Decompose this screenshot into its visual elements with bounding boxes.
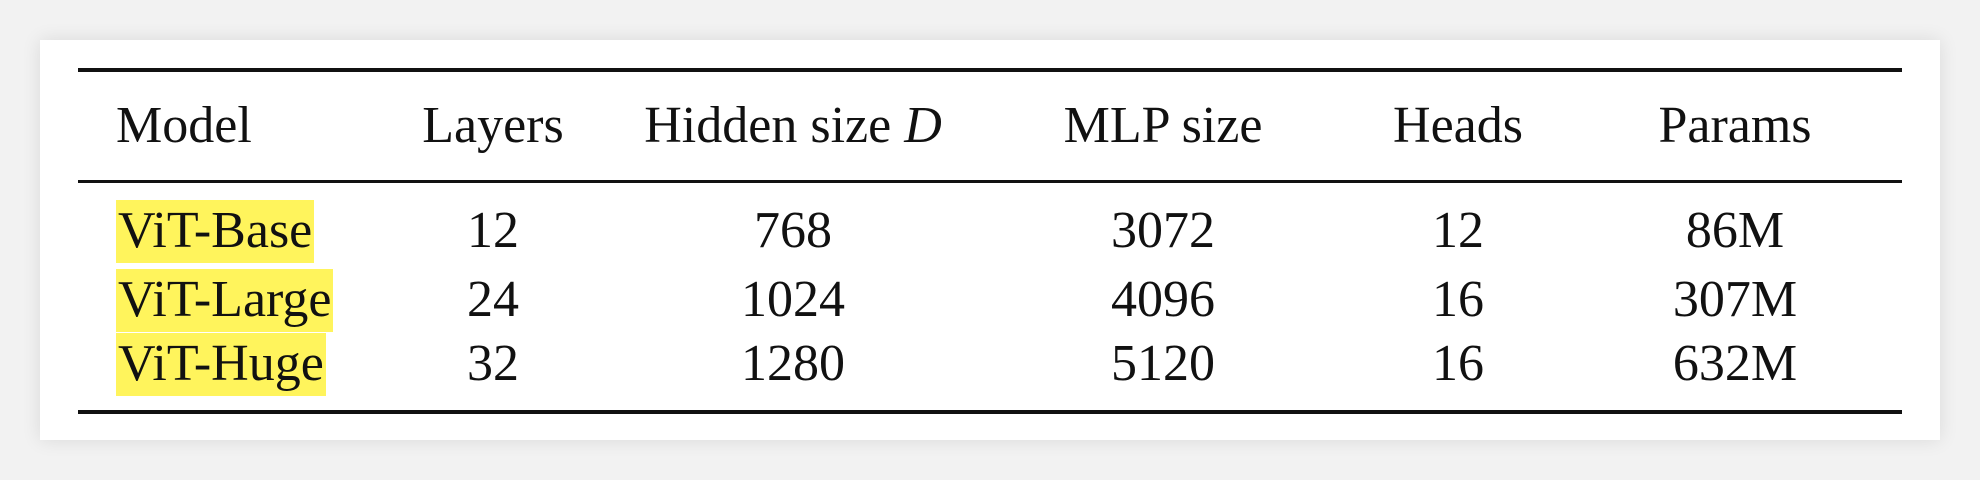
header-heads: Heads [1348,70,1568,182]
header-hidden-size-label: Hidden size [644,97,892,154]
header-model: Model [78,70,378,182]
cell-heads: 12 [1432,202,1484,259]
model-name-highlight: ViT-Huge [116,333,326,396]
table-body [78,182,1902,413]
cell-params: 86M [1685,202,1785,259]
header-row [78,70,1902,182]
document-card [40,40,1940,440]
model-name-highlight: ViT-Base [116,200,314,263]
table-header [78,70,1902,182]
table-row-vit-base [78,182,1902,268]
cell-layers: 24 [467,270,519,328]
cell-layers: 32 [378,332,608,412]
cell-heads: 16 [1432,270,1484,328]
header-hidden-size [608,70,978,182]
cell-model [78,182,378,268]
header-mlp-size: MLP size [978,70,1348,182]
cell-model [78,332,378,412]
model-name-highlight: ViT-Large [116,269,333,332]
cell-mlp-size: 4096 [1111,270,1215,328]
cell-hidden-size: 1024 [741,270,845,328]
cell-heads: 16 [1348,332,1568,412]
header-params: Params [1568,70,1902,182]
cell-hidden-size: 768 [754,202,832,259]
header-layers: Layers [378,70,608,182]
cell-layers: 12 [467,202,519,259]
cell-model [78,267,378,332]
cell-params: 632M [1568,332,1902,412]
cell-hidden-size: 1280 [608,332,978,412]
cell-mlp-size: 3072 [1111,202,1215,259]
header-hidden-size-symbol: D [904,97,942,154]
table-row-vit-huge [78,332,1902,412]
model-variants-table [78,68,1902,414]
table-row-vit-large [78,267,1902,332]
cell-mlp-size: 5120 [978,332,1348,412]
cell-params: 307M [1672,270,1798,328]
